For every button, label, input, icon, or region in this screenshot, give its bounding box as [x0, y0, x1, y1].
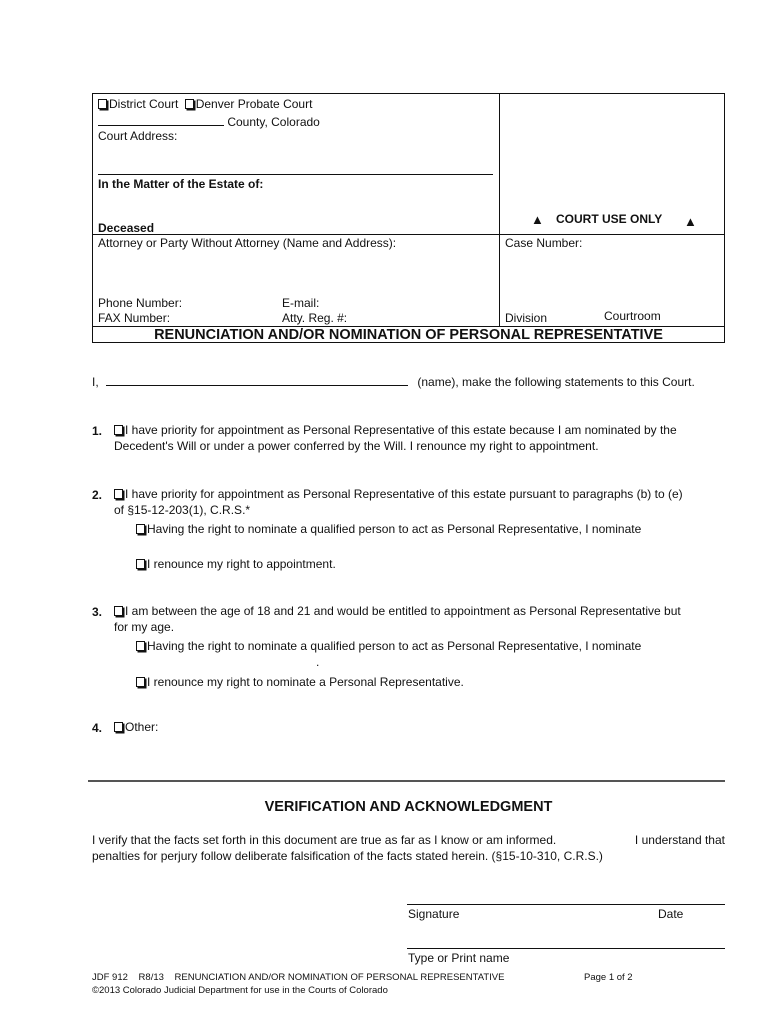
atty-reg-label: Atty. Reg. #:: [282, 311, 348, 325]
estate-label: In the Matter of the Estate of:: [98, 177, 264, 191]
item-3-renounce-text: I renounce my right to nominate a Personal Representative.: [147, 675, 464, 689]
item-3-nominate-checkbox[interactable]: [136, 641, 145, 651]
footer-form-name: RENUNCIATION AND/OR NOMINATION OF PERSONAL REPRESENTATIVE: [174, 972, 505, 983]
item-2-number: 2.: [92, 488, 103, 502]
signature-label: Signature: [408, 907, 460, 921]
footer-copyright: ©2013 Colorado Judicial Department for use in the Courts of Colorado: [92, 985, 388, 996]
division-label: Division: [505, 311, 548, 325]
court-use-label: COURT USE ONLY: [556, 212, 663, 226]
caption-divider: [499, 93, 500, 326]
courtroom-label: Courtroom: [604, 309, 661, 323]
form-title: RENUNCIATION AND/OR NOMINATION OF PERSONAL REPRESENTATIVE: [154, 327, 663, 343]
district-court-checkbox[interactable]: [98, 99, 107, 109]
item-1-line2: Decedent's Will or under a power conferred by the Will. I renounce my right to appointment.: [114, 439, 599, 453]
item-3-line2: for my age.: [114, 620, 175, 634]
signature-rule[interactable]: [407, 904, 725, 905]
verification-line2: penalties for perjury follow deliberate falsification of the facts stated herein. (§15-10-310, C.R.S.): [92, 849, 603, 863]
item-2-line2: of §15-12-203(1), C.R.S.*: [114, 503, 251, 517]
item-1-number: 1.: [92, 424, 103, 438]
item-4-label: Other:: [125, 720, 159, 734]
county-line: [98, 114, 320, 129]
phone-label: Phone Number:: [98, 296, 183, 310]
footer-page: Page 1 of 2: [584, 972, 633, 983]
item-2-checkbox[interactable]: [114, 489, 123, 499]
up-arrow-left-icon: ▲: [531, 212, 544, 227]
section-separator: [88, 780, 725, 782]
item-3-nominate: [136, 639, 641, 653]
footer-form-id: JDF 912: [92, 972, 128, 983]
date-label: Date: [658, 907, 684, 921]
deceased-label: Deceased: [98, 221, 155, 235]
item-1-checkbox[interactable]: [114, 425, 123, 435]
item-3-period: .: [316, 655, 320, 669]
verification-text-b: I understand that: [634, 833, 725, 847]
item-3-nominate-text: Having the right to nominate a qualified person to act as Personal Representative, I nominate: [147, 639, 642, 653]
item-1-line1: [114, 423, 677, 437]
item-3-number: 3.: [92, 605, 103, 619]
district-court-label: District Court: [109, 97, 179, 111]
item-2-renounce: [136, 557, 336, 571]
attorney-label: Attorney or Party Without Attorney (Name and Address):: [98, 236, 397, 250]
intro-prefix: I,: [92, 375, 99, 389]
item-2-line1: [114, 487, 683, 501]
court-selection: [98, 97, 312, 111]
verification-line1: [92, 833, 725, 847]
item-4-line: [114, 720, 158, 734]
item-2-text: I have priority for appointment as Personal Representative of this estate pursuant to paragraphs (b) to (e): [125, 487, 683, 501]
court-address-label: Court Address:: [98, 129, 178, 143]
print-name-rule[interactable]: [407, 948, 725, 949]
item-4-number: 4.: [92, 721, 103, 735]
footer-line1: [92, 972, 504, 983]
up-arrow-right-icon: ▲: [684, 214, 697, 229]
item-3-checkbox[interactable]: [114, 606, 123, 616]
fax-label: FAX Number:: [98, 311, 171, 325]
intro-suffix: (name), make the following statements to this Court.: [417, 375, 695, 389]
item-2-nominate-checkbox[interactable]: [136, 524, 145, 534]
denver-probate-label: Denver Probate Court: [195, 97, 313, 111]
item-3-renounce: [136, 675, 464, 689]
item-3-renounce-checkbox[interactable]: [136, 677, 145, 687]
item-3-line1: [114, 604, 681, 618]
footer-revision: R8/13: [138, 972, 164, 983]
email-label: E-mail:: [282, 296, 320, 310]
estate-rule: [98, 174, 493, 175]
item-1-text: I have priority for appointment as Personal Representative of this estate because I am nominated by the: [125, 423, 677, 437]
case-number-label: Case Number:: [505, 236, 583, 250]
verification-text-a: I verify that the facts set forth in this document are true as far as I know or am informed.: [92, 833, 557, 847]
item-2-renounce-checkbox[interactable]: [136, 559, 145, 569]
item-4-checkbox[interactable]: [114, 722, 123, 732]
item-2-renounce-text: I renounce my right to appointment.: [147, 557, 336, 571]
name-field[interactable]: [106, 374, 408, 386]
court-use-rule: [500, 234, 725, 235]
county-field[interactable]: [98, 114, 224, 126]
verification-title: VERIFICATION AND ACKNOWLEDGMENT: [264, 799, 553, 815]
county-suffix: County, Colorado: [227, 115, 320, 129]
denver-probate-checkbox[interactable]: [185, 99, 194, 109]
intro-line: [92, 374, 695, 389]
item-3-text: I am between the age of 18 and 21 and would be entitled to appointment as Personal Representative but: [125, 604, 681, 618]
item-2-nominate: [136, 522, 641, 536]
print-name-label: Type or Print name: [408, 951, 510, 965]
item-2-nominate-text: Having the right to nominate a qualified person to act as Personal Representative, I nominate: [147, 522, 642, 536]
